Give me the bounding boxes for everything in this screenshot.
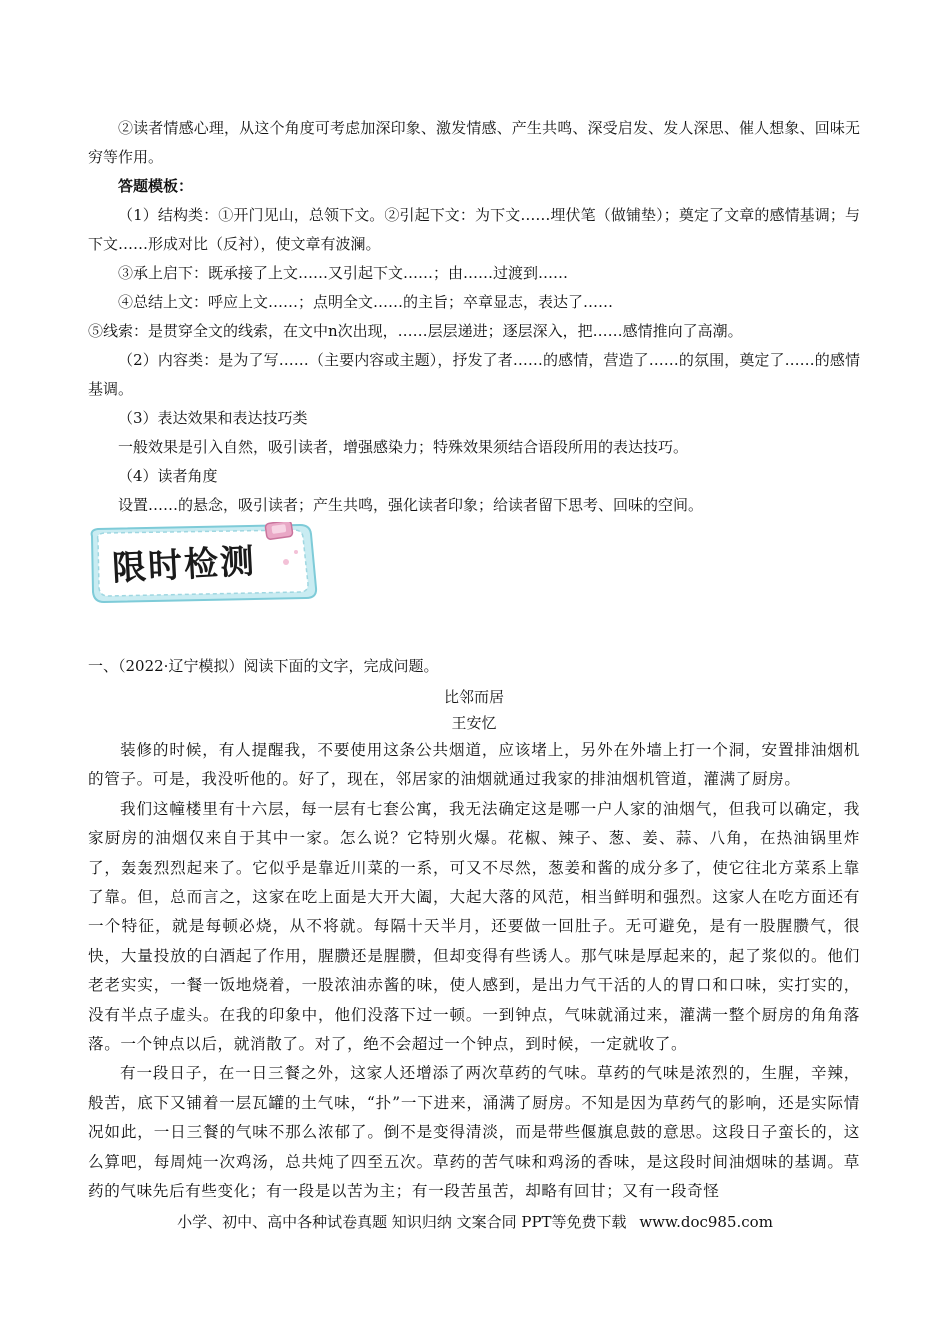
- guide-item-transition: ③承上启下：既承接了上文……又引起下文……；由……过渡到……: [118, 264, 569, 282]
- reading-passage: [88, 736, 860, 1207]
- article-title: 比邻而居: [443, 688, 504, 706]
- guide-item-reader-detail: 设置……的悬念，吸引读者；产生共鸣，强化读者印象；给读者留下思考、回味的空间。: [118, 496, 704, 514]
- footer-url[interactable]: www.doc985.com: [639, 1213, 773, 1231]
- guide-item-structure: （1）结构类：①开门见山，总领下文。②引起下文：为下文……埋伏笔（做铺垫）；奠定了文章的感情基调；与下文……形成对比（反衬），使文章有波澜。: [88, 206, 860, 253]
- guide-item-reader: （4）读者角度: [118, 467, 218, 485]
- question-heading: 一、（2022·辽宁模拟）阅读下面的文字，完成问题。: [88, 657, 439, 675]
- guide-item-summary: ④总结上文：呼应上文……；点明全文……的主旨；卒章显志，表达了……: [118, 293, 614, 311]
- section-banner: [86, 522, 318, 606]
- answer-guide-section: [88, 114, 860, 520]
- footer-text: 小学、初中、高中各种试卷真题 知识归纳 文案合同 PPT等免费下载: [177, 1213, 627, 1231]
- page-footer: [0, 1210, 950, 1234]
- passage-paragraph: 我们这幢楼里有十六层，每一层有七套公寓，我无法确定这是哪一户人家的油烟气，但我可以确定，我家厨房的油烟仅来自于其中一家。怎么说？它特别火爆。花椒、辣子、葱、姜、蒜、八角，在热油锅里炸了，轰轰烈烈起来了。它似乎是靠近川菜的一系，可又不尽然，葱姜和酱的成分多了，使它往北方菜系上靠了靠。但，总而言之，这家在吃上面是大开大阖，大起大落的风范，相当鲜明和强烈。这家人在吃方面还有一个特征，就是每顿必烧，从不将就。每隔十天半月，还要做一回肚子。无可避免，是有一股腥臜气，很快，大量投放的白酒起了作用，腥臜还是腥臜，但却变得有些诱人。那气味是厚起来的，起了浆似的。他们老老实实，一餐一饭地烧着，一股浓油赤酱的味，使人感到，是出力气干活的人的胃口和口味，实打实的，没有半点子虚头。在我的印象中，他们没落下过一顿。一到钟点，气味就涌过来，灌满一整个厨房的角角落落。一个钟点以后，就消散了。对了，绝不会超过一个钟点，到时候，一定就收了。: [88, 799, 860, 1054]
- passage-paragraph: 装修的时候，有人提醒我，不要使用这条公共烟道，应该堵上，另外在外墙上打一个洞，安置排油烟机的管子。可是，我没听他的。好了，现在，邻居家的油烟就通过我家的排油烟机管道，灌满了厨房。: [88, 741, 860, 789]
- guide-paragraph: ②读者情感心理，从这个角度可考虑加深印象、激发情感、产生共鸣、深受启发、发人深思、催人想象、回味无穷等作用。: [88, 119, 860, 166]
- passage-paragraph: 有一段日子，在一日三餐之外，这家人还增添了两次草药的气味。草药的气味是浓烈的，生腥，辛辣，般苦，底下又铺着一层瓦罐的土气味，“扑”一下进来，涌满了厨房。不知是因为草药气的影响，还是实际情况如此，一日三餐的气味不那么浓郁了。倒不是变得清淡，而是带些偃旗息鼓的意思。这段日子蛮长的，这么算吧，每周炖一次鸡汤，总共炖了四至五次。草药的苦气味和鸡汤的香味，是这段时间油烟味的基调。草药的气味先后有些变化；有一段是以苦为主；有一段苦虽苦，却略有回甘；又有一段奇怪: [88, 1064, 860, 1201]
- banner-title: 限时检测: [111, 541, 257, 589]
- guide-item-clue: ⑤线索：是贯穿全文的线索，在文中n次出现，……层层递进；逐层深入，把……感情推向了高潮。: [88, 322, 743, 340]
- template-heading: 答题模板：: [118, 177, 194, 195]
- guide-item-expression: （3）表达效果和表达技巧类: [118, 409, 308, 427]
- guide-item-expression-detail: 一般效果是引入自然，吸引读者，增强感染力；特殊效果须结合语段所用的表达技巧。: [118, 438, 689, 456]
- guide-item-content: （2）内容类：是为了写……（主要内容或主题），抒发了者……的感情，营造了……的氛围，奠定了……的感情基调。: [88, 351, 860, 398]
- article-author: 王安忆: [451, 714, 497, 732]
